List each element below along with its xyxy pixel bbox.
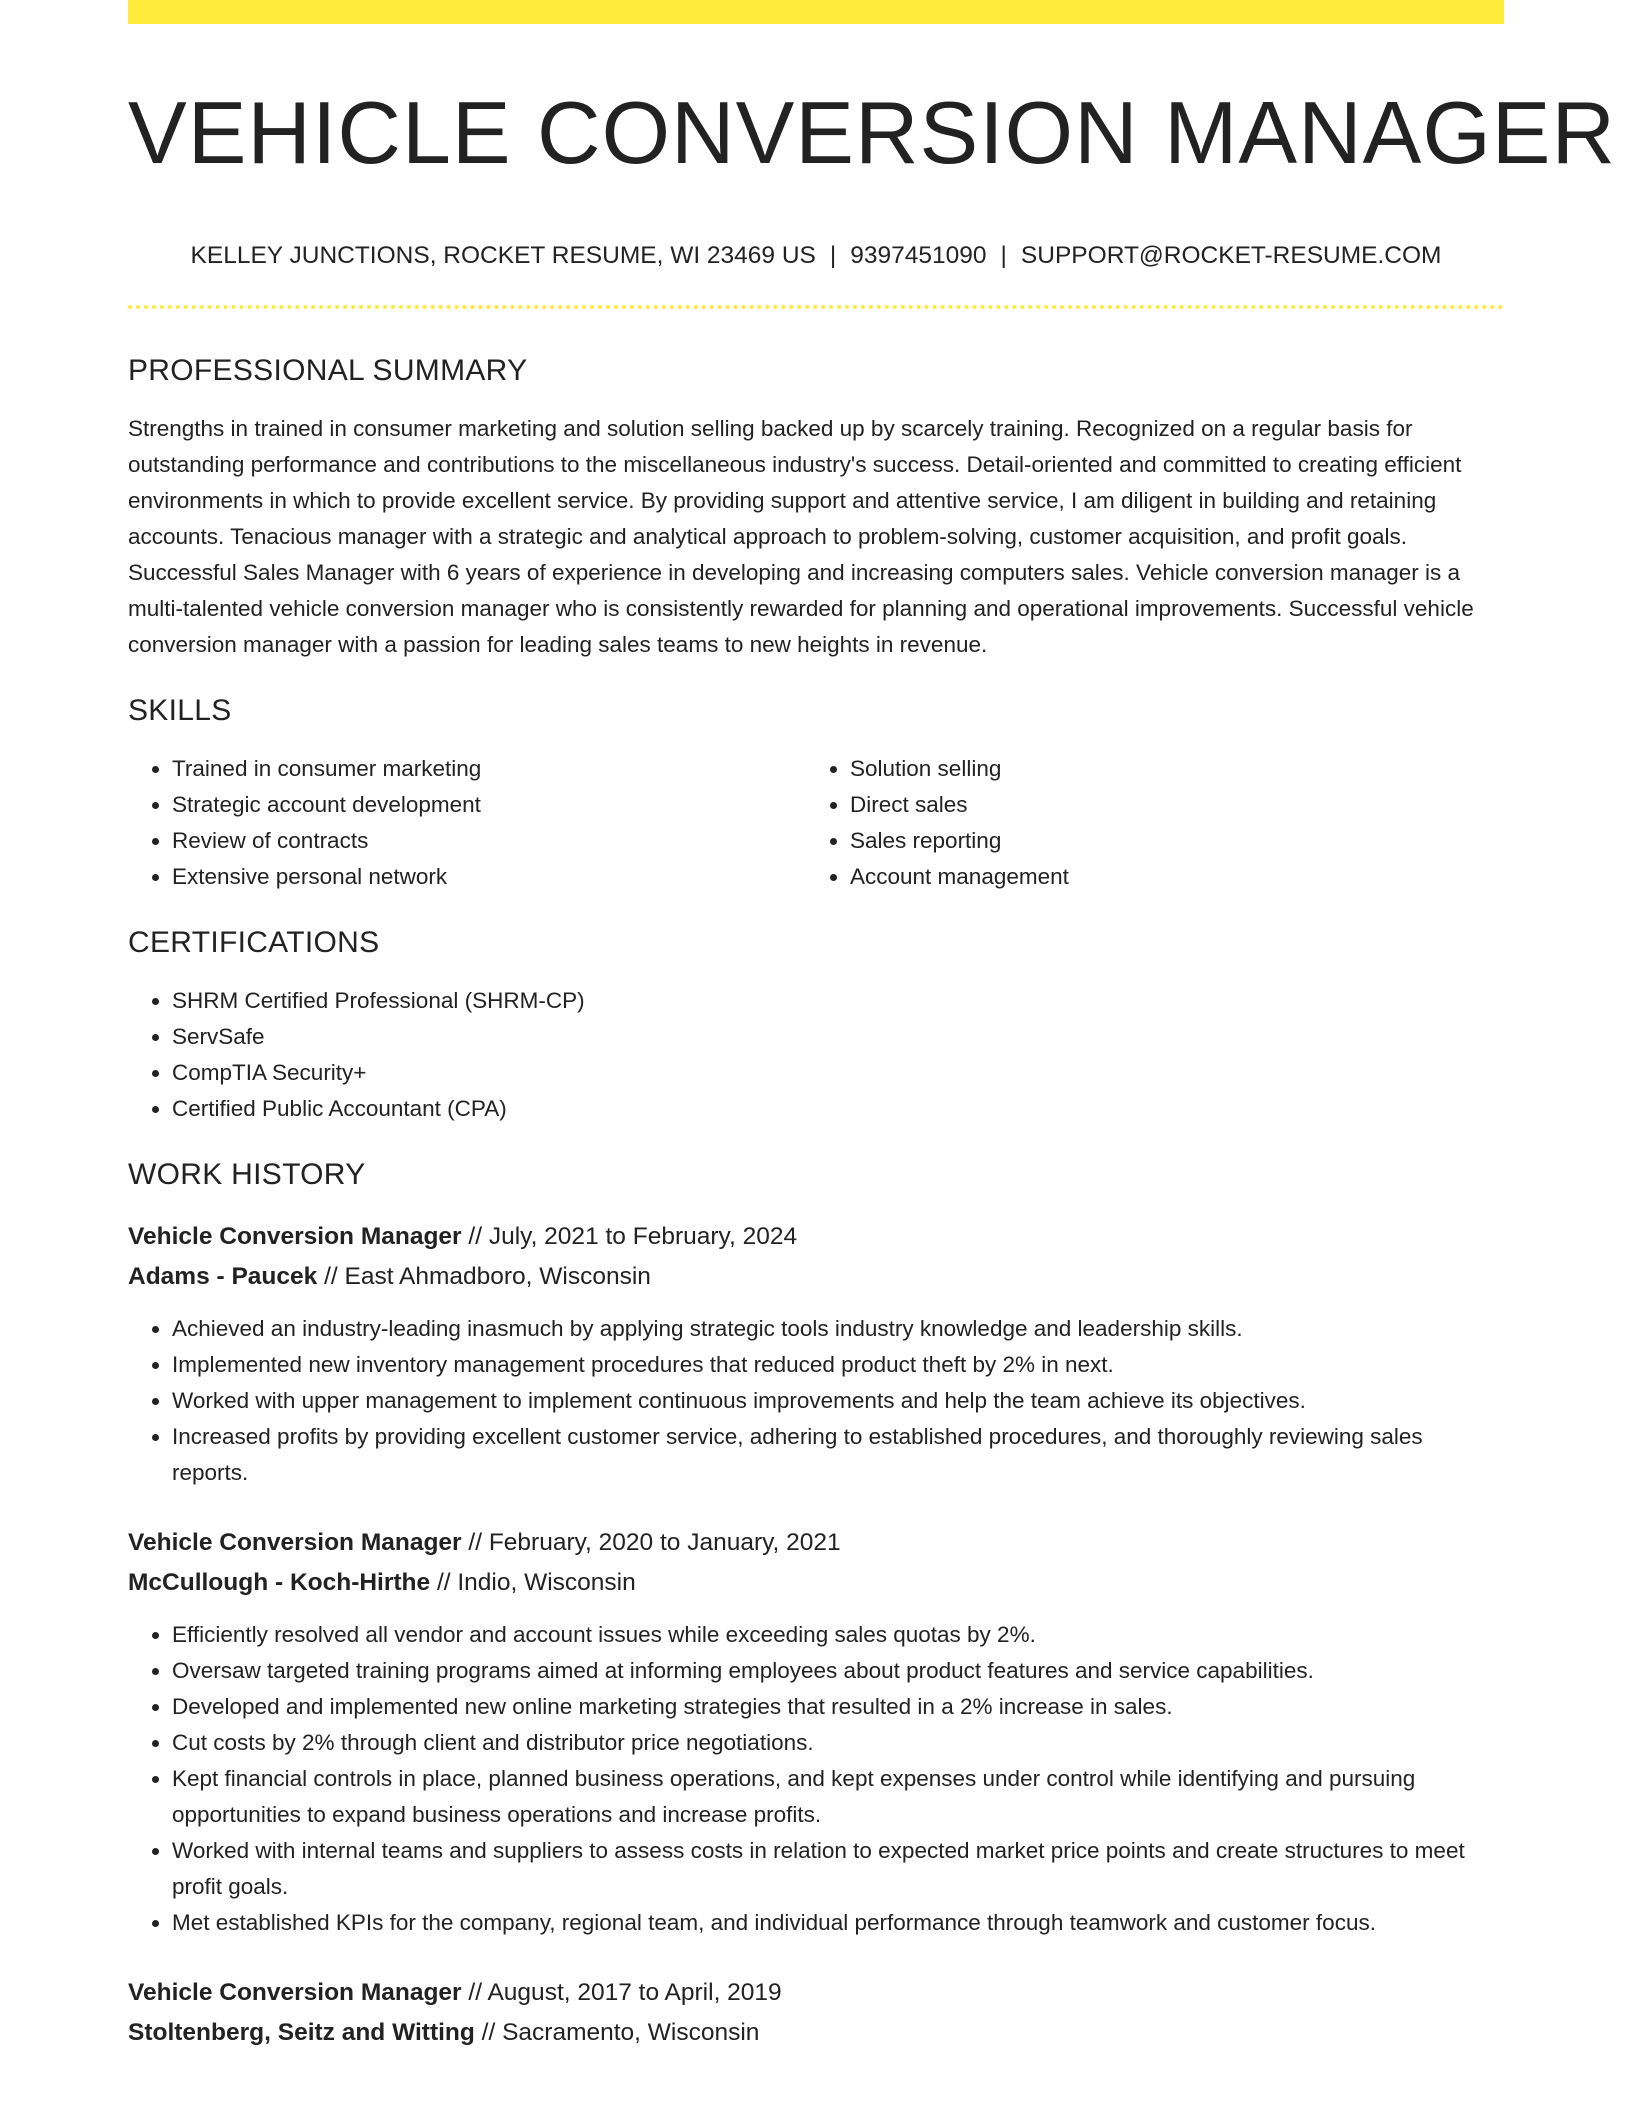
job-bullet: • Oversaw targeted training programs aimed at informing employees about product features and service capabilities. (172, 1653, 1504, 1689)
work-history-heading: WORK HISTORY (128, 1157, 366, 1191)
skill-item: • Strategic account development (172, 787, 806, 823)
job-dates: // July, 2021 to February, 2024 (461, 1222, 798, 1250)
contact-separator: | (829, 242, 837, 270)
job-bullet: • Met established KPIs for the company, regional team, and individual performance through teamwork and customer focus. (172, 1905, 1504, 1941)
job-company-line (128, 2013, 1504, 2053)
certification-item: • ServSafe (172, 1019, 1504, 1055)
summary-heading: PROFESSIONAL SUMMARY (128, 353, 528, 387)
job-company-line (128, 1563, 1504, 1603)
certification-item: • Certified Public Accountant (CPA) (172, 1091, 1504, 1127)
job-bullet: • Implemented new inventory management procedures that reduced product theft by 2% in next. (172, 1347, 1504, 1383)
resume-page (128, 0, 1617, 2053)
job-bullets (128, 1617, 1504, 1941)
job-bullet: • Efficiently resolved all vendor and account issues while exceeding sales quotas by 2%. (172, 1617, 1504, 1653)
contact-separator: | (1000, 242, 1007, 270)
contact-address: KELLEY JUNCTIONS, ROCKET RESUME, WI 23469 US (190, 242, 816, 270)
job-role: Vehicle Conversion Manager (128, 1222, 462, 1250)
resume-title: VEHICLE CONVERSION MANAGER (128, 83, 1617, 182)
job-title-line (128, 1973, 1504, 2013)
job-bullets (128, 1311, 1504, 1491)
job-bullet: • Achieved an industry-leading inasmuch by applying strategic tools industry knowledge and leadership skills. (172, 1311, 1504, 1347)
skills-left-list (128, 751, 806, 895)
job-dates: // February, 2020 to January, 2021 (461, 1528, 841, 1556)
certifications-list (128, 983, 1504, 1127)
job-location: // Sacramento, Wisconsin (474, 2018, 760, 2046)
job-role: Vehicle Conversion Manager (128, 1978, 462, 2006)
skill-item: • Sales reporting (850, 823, 1484, 859)
accent-top-bar (128, 0, 1504, 24)
skill-item: • Direct sales (850, 787, 1484, 823)
job-title-line (128, 1523, 1504, 1563)
skill-item: • Trained in consumer marketing (172, 751, 806, 787)
certifications-heading: CERTIFICATIONS (128, 925, 380, 959)
job-role: Vehicle Conversion Manager (128, 1528, 462, 1556)
job-bullet: • Worked with upper management to implement continuous improvements and help the team achieve its objectives. (172, 1383, 1504, 1419)
job-location: // East Ahmadboro, Wisconsin (317, 1262, 651, 1290)
job-company: Stoltenberg, Seitz and Witting (128, 2018, 475, 2046)
contact-email: SUPPORT@ROCKET-RESUME.COM (1020, 242, 1442, 270)
job-title-line (128, 1217, 1504, 1257)
job-company-line (128, 1257, 1504, 1297)
skill-item: • Extensive personal network (172, 859, 806, 895)
summary-text: Strengths in trained in consumer marketing and solution selling backed up by scarcely training. Recognized on a regular basis for outstanding performance and contributions to the miscellaneous industry's success. Detail-oriented and committed to creating efficient environments in which to provide excellent service. By providing support and attentive service, I am diligent in building and retaining accounts. Tenacious manager with a strategic and analytical approach to problem-solving, customer acquisition, and profit goals. Successful Sales Manager with 6 years of experience in developing and increasing computers sales. Vehicle conversion manager is a multi-talented vehicle conversion manager who is consistently rewarded for planning and operational improvements. Successful vehicle conversion manager with a passion for leading sales teams to new heights in revenue. (128, 415, 1474, 657)
job-company: Adams - Paucek (128, 1262, 318, 1290)
dotted-divider (128, 305, 1504, 309)
job-bullet: • Cut costs by 2% through client and distributor price negotiations. (172, 1725, 1504, 1761)
job-bullet: • Worked with internal teams and suppliers to assess costs in relation to expected market price points and create structures to meet profit goals. (172, 1833, 1504, 1905)
contact-line (128, 241, 1504, 270)
job-company: McCullough - Koch-Hirthe (128, 1568, 431, 1596)
skill-item: • Solution selling (850, 751, 1484, 787)
skill-item: • Account management (850, 859, 1484, 895)
contact-phone: 9397451090 (850, 242, 987, 270)
job-bullet: • Kept financial controls in place, planned business operations, and kept expenses under control while identifying and pursuing opportunities to expand business operations and increase profits. (172, 1761, 1504, 1833)
skills-heading: SKILLS (128, 693, 232, 727)
skills-columns (128, 751, 1504, 895)
job-bullet: • Increased profits by providing excellent customer service, adhering to established procedures, and thoroughly reviewing sales reports. (172, 1419, 1504, 1491)
certification-item: • SHRM Certified Professional (SHRM-CP) (172, 983, 1504, 1019)
skill-item: • Review of contracts (172, 823, 806, 859)
job-dates: // August, 2017 to April, 2019 (461, 1978, 782, 2006)
certification-item: • CompTIA Security+ (172, 1055, 1504, 1091)
job-location: // Indio, Wisconsin (430, 1568, 636, 1596)
skills-right-list (806, 751, 1484, 895)
job-bullet: • Developed and implemented new online marketing strategies that resulted in a 2% increase in sales. (172, 1689, 1504, 1725)
